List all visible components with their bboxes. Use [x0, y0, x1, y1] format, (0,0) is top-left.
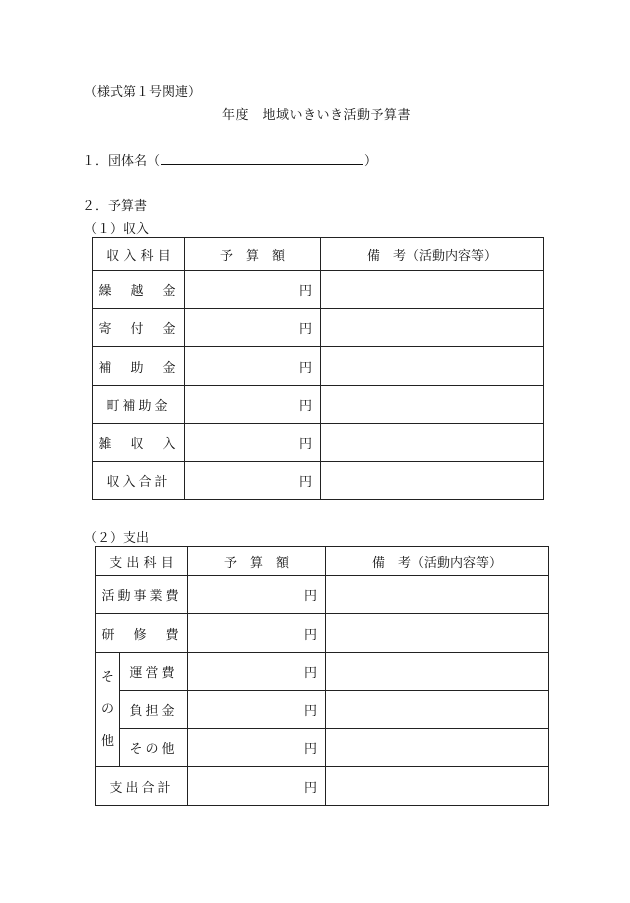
income-item-label: 寄 付 金 — [93, 309, 185, 347]
expense-amount-cell[interactable]: 円 — [188, 691, 326, 729]
income-amount-cell[interactable]: 円 — [185, 347, 321, 386]
expense-header-item: 支 出 科 目 — [96, 547, 188, 576]
expense-header-remarks: 備 考（活動内容等） — [326, 547, 549, 576]
table-row — [93, 386, 544, 424]
expense-heading: （２）支出 — [84, 531, 150, 546]
income-amount-cell[interactable]: 円 — [185, 386, 321, 424]
table-row — [96, 729, 549, 767]
form-reference: （様式第１号関連） — [84, 85, 202, 100]
document-title: 年度 地域いきいき活動予算書 — [222, 108, 412, 123]
income-item-label: 繰 越 金 — [93, 271, 185, 309]
section-organization-name — [82, 150, 377, 169]
expense-item-label: 研 修 費 — [96, 614, 188, 653]
expense-table — [95, 546, 549, 806]
expense-remarks-cell[interactable] — [326, 653, 549, 691]
table-row — [96, 653, 549, 691]
table-row — [93, 424, 544, 462]
income-remarks-cell[interactable] — [321, 424, 544, 462]
income-remarks-cell[interactable] — [321, 386, 544, 424]
income-amount-cell[interactable]: 円 — [185, 424, 321, 462]
expense-remarks-cell[interactable] — [326, 576, 549, 614]
income-item-label: 町補助金 — [93, 386, 185, 424]
income-total-label: 収入合計 — [93, 462, 185, 500]
expense-remarks-cell[interactable] — [326, 614, 549, 653]
expense-item-label: 負担金 — [120, 691, 188, 729]
income-total-remarks-cell[interactable] — [321, 462, 544, 500]
expense-amount-cell[interactable]: 円 — [188, 653, 326, 691]
expense-item-label: 運営費 — [120, 653, 188, 691]
expense-amount-cell[interactable]: 円 — [188, 729, 326, 767]
expense-total-label: 支出合計 — [96, 767, 188, 806]
income-header-row — [93, 238, 544, 271]
expense-remarks-cell[interactable] — [326, 691, 549, 729]
other-group-label: そ の 他 — [96, 653, 120, 767]
expense-total-row — [96, 767, 549, 806]
income-remarks-cell[interactable] — [321, 309, 544, 347]
org-name-blank-field[interactable] — [161, 152, 363, 165]
table-row — [96, 691, 549, 729]
expense-header-row — [96, 547, 549, 576]
expense-item-label: 活動事業費 — [96, 576, 188, 614]
income-table — [92, 237, 544, 500]
expense-total-amount-cell[interactable]: 円 — [188, 767, 326, 806]
income-item-label: 補 助 金 — [93, 347, 185, 386]
expense-item-label: その他 — [120, 729, 188, 767]
income-header-item: 収 入 科 目 — [93, 238, 185, 271]
expense-header-amount: 予 算 額 — [188, 547, 326, 576]
section-budget-heading: ２．予算書 — [82, 199, 148, 214]
income-remarks-cell[interactable] — [321, 271, 544, 309]
income-total-amount-cell[interactable]: 円 — [185, 462, 321, 500]
income-total-row — [93, 462, 544, 500]
table-row — [93, 271, 544, 309]
org-name-label: １．団体名（ — [82, 154, 161, 169]
income-item-label: 雑 収 入 — [93, 424, 185, 462]
income-amount-cell[interactable]: 円 — [185, 309, 321, 347]
table-row — [96, 576, 549, 614]
income-heading: （１）収入 — [84, 222, 150, 237]
table-row — [93, 347, 544, 386]
income-header-remarks: 備 考（活動内容等） — [321, 238, 544, 271]
table-row — [96, 614, 549, 653]
expense-amount-cell[interactable]: 円 — [188, 576, 326, 614]
income-header-amount: 予 算 額 — [185, 238, 321, 271]
income-remarks-cell[interactable] — [321, 347, 544, 386]
org-name-close-paren: ） — [364, 154, 378, 169]
expense-total-remarks-cell[interactable] — [326, 767, 549, 806]
expense-amount-cell[interactable]: 円 — [188, 614, 326, 653]
expense-remarks-cell[interactable] — [326, 729, 549, 767]
income-amount-cell[interactable]: 円 — [185, 271, 321, 309]
table-row — [93, 309, 544, 347]
